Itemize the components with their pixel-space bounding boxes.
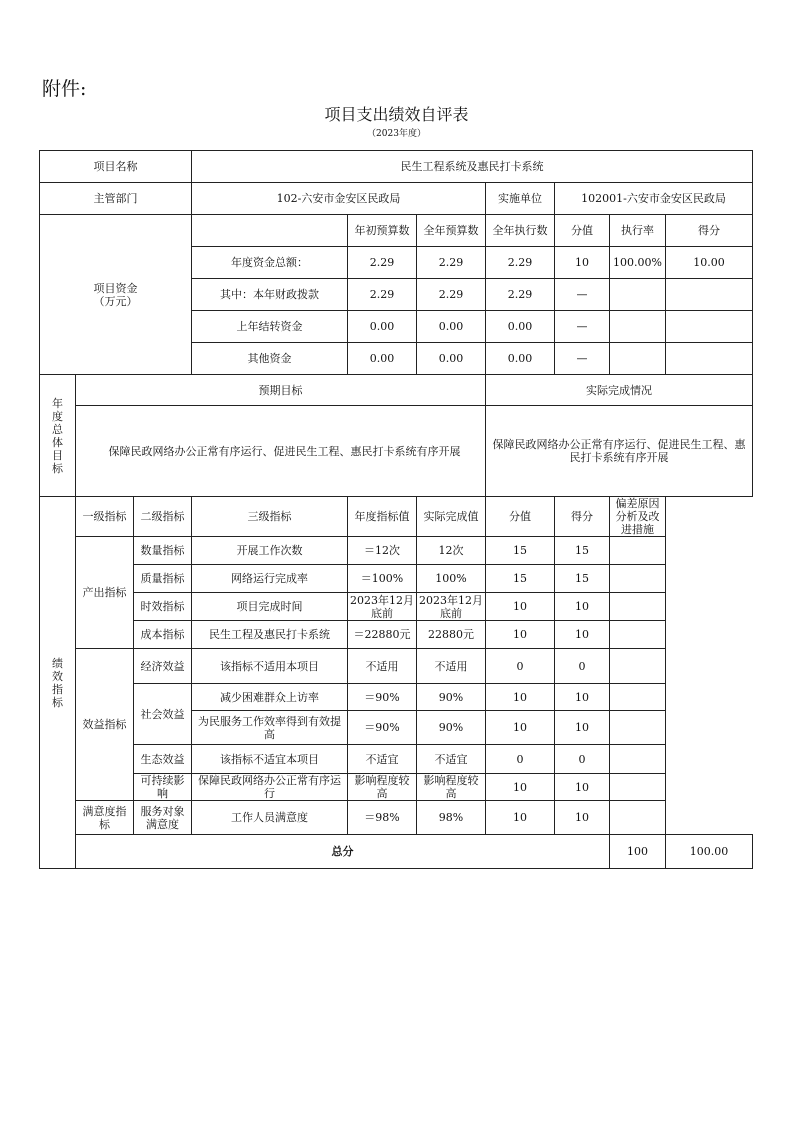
indicator-score: 15 (555, 565, 610, 593)
funds-header-initial: 年初预算数 (348, 215, 417, 247)
indicator-analysis (610, 537, 666, 565)
goals-side-label (40, 375, 76, 497)
funds-row-score (666, 279, 753, 311)
performance-table (39, 150, 753, 869)
indicator-target: ＝22880元 (348, 621, 417, 649)
total-label: 总分 (76, 835, 610, 869)
funds-row-score (666, 311, 753, 343)
indicator-actual: 98% (417, 801, 486, 835)
indicator-value: 10 (486, 684, 555, 711)
unit-label: 实施单位 (486, 183, 555, 215)
indicator-actual: 2023年12月底前 (417, 593, 486, 621)
goals-expected-header: 预期目标 (76, 375, 486, 406)
indicator-value: 10 (486, 801, 555, 835)
page-title: 项目支出绩效自评表 (324, 105, 469, 124)
funds-header-executed: 全年执行数 (486, 215, 555, 247)
indicator-header-row (40, 497, 753, 537)
indicator-level3: 该指标不适宜本项目 (192, 745, 348, 774)
goals-actual-text: 保障民政网络办公正常有序运行、促进民生工程、惠民打卡系统有序开展 (486, 406, 753, 497)
indicator-score: 10 (555, 684, 610, 711)
indicator-value: 10 (486, 711, 555, 745)
funds-row-label: 上年结转资金 (192, 311, 348, 343)
header-level2: 二级指标 (134, 497, 192, 537)
funds-label (40, 215, 192, 375)
indicator-analysis (610, 745, 666, 774)
funds-header-row (40, 215, 753, 247)
funds-row-label: 其中：本年财政拨款 (192, 279, 348, 311)
indicator-score: 0 (555, 745, 610, 774)
indicator-score: 0 (555, 649, 610, 684)
indicator-row (40, 593, 753, 621)
indicator-value: 0 (486, 745, 555, 774)
indicator-row (40, 537, 753, 565)
indicator-actual: 影响程度较高 (417, 774, 486, 801)
indicator-actual: 不适宜 (417, 745, 486, 774)
indicator-target: 影响程度较高 (348, 774, 417, 801)
goals-actual-header: 实际完成情况 (486, 375, 753, 406)
indicator-row (40, 649, 753, 684)
funds-row-executed: 0.00 (486, 311, 555, 343)
funds-row-rate (610, 343, 666, 375)
indicator-level3: 开展工作次数 (192, 537, 348, 565)
indicator-score: 10 (555, 711, 610, 745)
header-actual: 实际完成值 (417, 497, 486, 537)
indicator-level2-social: 社会效益 (134, 684, 192, 745)
indicator-level2: 质量指标 (134, 565, 192, 593)
project-name-value: 民生工程系统及惠民打卡系统 (192, 151, 753, 183)
indicator-level3: 网络运行完成率 (192, 565, 348, 593)
indicator-actual: 100% (417, 565, 486, 593)
indicator-level2: 服务对象满意度 (134, 801, 192, 835)
indicator-target: ＝98% (348, 801, 417, 835)
indicator-level2: 数量指标 (134, 537, 192, 565)
indicator-level2: 成本指标 (134, 621, 192, 649)
goals-content-row (40, 406, 753, 497)
indicator-target: 不适用 (348, 649, 417, 684)
funds-row-initial: 2.29 (348, 279, 417, 311)
indicator-score: 10 (555, 593, 610, 621)
goals-side-label-text: 年度总体目标 (52, 396, 63, 475)
indicator-level3: 保障民政网络办公正常有序运行 (192, 774, 348, 801)
funds-row-initial: 0.00 (348, 343, 417, 375)
indicator-target: 不适宜 (348, 745, 417, 774)
funds-row-annual: 0.00 (417, 311, 486, 343)
funds-label-line2: （万元） (93, 294, 138, 308)
indicator-row (40, 745, 753, 774)
unit-value: 102001-六安市金安区民政局 (555, 183, 753, 215)
funds-row-annual: 0.00 (417, 343, 486, 375)
funds-row-score-value: — (555, 311, 610, 343)
indicator-target: ＝90% (348, 684, 417, 711)
header-target: 年度指标值 (348, 497, 417, 537)
indicator-row (40, 621, 753, 649)
indicator-target: ＝100% (348, 565, 417, 593)
funds-row-initial: 2.29 (348, 247, 417, 279)
indicator-row (40, 565, 753, 593)
indicator-actual: 不适用 (417, 649, 486, 684)
indicator-target: ＝12次 (348, 537, 417, 565)
funds-label-line1: 项目资金 (93, 281, 138, 295)
attachment-label: 附件: (42, 78, 87, 100)
indicator-target: 2023年12月底前 (348, 593, 417, 621)
indicator-row (40, 774, 753, 801)
indicator-actual: 22880元 (417, 621, 486, 649)
indicator-actual: 90% (417, 684, 486, 711)
funds-header-score-value: 分值 (555, 215, 610, 247)
total-score: 100.00 (666, 835, 753, 869)
funds-header-blank (192, 215, 348, 247)
header-value: 分值 (486, 497, 555, 537)
dept-value: 102-六安市金安区民政局 (192, 183, 486, 215)
indicator-level3: 该指标不适用本项目 (192, 649, 348, 684)
indicator-analysis (610, 711, 666, 745)
indicator-level3: 民生工程及惠民打卡系统 (192, 621, 348, 649)
funds-row-annual: 2.29 (417, 279, 486, 311)
indicator-score: 10 (555, 621, 610, 649)
indicator-analysis (610, 649, 666, 684)
indicator-level2: 生态效益 (134, 745, 192, 774)
indicator-value: 10 (486, 593, 555, 621)
funds-row-rate (610, 311, 666, 343)
header-analysis: 偏差原因分析及改进措施 (610, 497, 666, 537)
funds-row-score: 10.00 (666, 247, 753, 279)
indicator-score: 10 (555, 801, 610, 835)
funds-row-rate: 100.00% (610, 247, 666, 279)
project-name-label: 项目名称 (40, 151, 192, 183)
indicators-side-label-text: 绩效指标 (52, 656, 63, 709)
indicator-level3: 工作人员满意度 (192, 801, 348, 835)
funds-row-label: 年度资金总额： (192, 247, 348, 279)
group-satisfaction: 满意度指标 (76, 801, 134, 835)
funds-row-executed: 2.29 (486, 279, 555, 311)
indicator-score: 15 (555, 537, 610, 565)
header-level3: 三级指标 (192, 497, 348, 537)
indicators-side-label (40, 497, 76, 869)
header-score: 得分 (555, 497, 610, 537)
dept-label: 主管部门 (40, 183, 192, 215)
goals-expected-text: 保障民政网络办公正常有序运行、促进民生工程、惠民打卡系统有序开展 (76, 406, 486, 497)
indicator-actual: 12次 (417, 537, 486, 565)
funds-row-annual: 2.29 (417, 247, 486, 279)
indicator-value: 15 (486, 537, 555, 565)
goals-header-row (40, 375, 753, 406)
indicator-level3: 项目完成时间 (192, 593, 348, 621)
funds-row-executed: 0.00 (486, 343, 555, 375)
funds-row-score (666, 343, 753, 375)
indicator-score: 10 (555, 774, 610, 801)
year-subtitle: （2023年度） (367, 129, 426, 139)
funds-row-score-value: — (555, 279, 610, 311)
indicator-row (40, 801, 753, 835)
indicator-value: 0 (486, 649, 555, 684)
indicator-analysis (610, 621, 666, 649)
funds-row-label: 其他资金 (192, 343, 348, 375)
indicator-level3: 减少困难群众上访率 (192, 684, 348, 711)
indicator-actual: 90% (417, 711, 486, 745)
total-value: 100 (610, 835, 666, 869)
funds-header-score: 得分 (666, 215, 753, 247)
group-benefit: 效益指标 (76, 649, 134, 801)
indicator-value: 10 (486, 621, 555, 649)
indicator-analysis (610, 684, 666, 711)
group-output: 产出指标 (76, 537, 134, 649)
department-row (40, 183, 753, 215)
indicator-value: 15 (486, 565, 555, 593)
funds-header-rate: 执行率 (610, 215, 666, 247)
indicator-analysis (610, 565, 666, 593)
funds-row-initial: 0.00 (348, 311, 417, 343)
indicator-target: ＝90% (348, 711, 417, 745)
funds-row-score-value: — (555, 343, 610, 375)
indicator-analysis (610, 774, 666, 801)
indicator-level2: 经济效益 (134, 649, 192, 684)
funds-row-executed: 2.29 (486, 247, 555, 279)
total-row (40, 835, 753, 869)
indicator-row (40, 684, 753, 711)
project-name-row (40, 151, 753, 183)
indicator-level2: 可持续影响 (134, 774, 192, 801)
indicator-value: 10 (486, 774, 555, 801)
indicator-analysis (610, 801, 666, 835)
header-level1: 一级指标 (76, 497, 134, 537)
funds-header-annual: 全年预算数 (417, 215, 486, 247)
funds-row-rate (610, 279, 666, 311)
indicator-level3: 为民服务工作效率得到有效提高 (192, 711, 348, 745)
indicator-level2: 时效指标 (134, 593, 192, 621)
funds-row-score-value: 10 (555, 247, 610, 279)
indicator-analysis (610, 593, 666, 621)
